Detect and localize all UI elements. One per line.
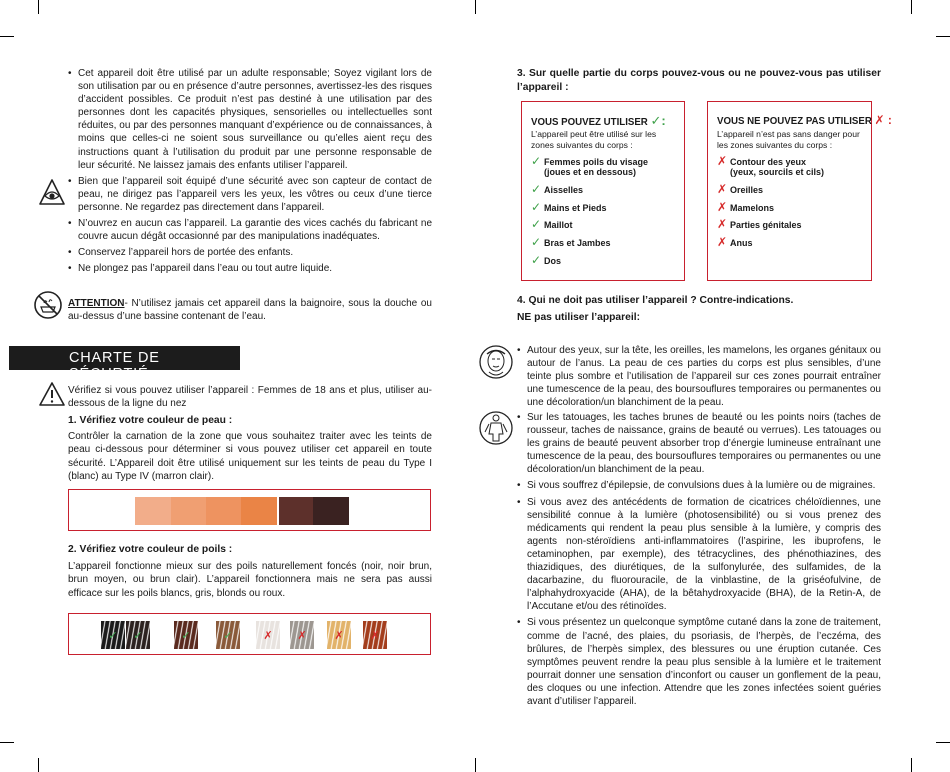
can-use-title: VOUS POUVEZ UTILISER ✓: [531, 113, 666, 128]
cannot-use-item: ✗ Contour des yeux (yeux, sourcils et cils) [717, 154, 825, 178]
can-use-item: ✓ Maillot [531, 217, 573, 232]
contraindication-item: • Si vous souffrez d’épilepsie, de convulsions dues à la lumière ou de migraines. [517, 479, 881, 492]
skin-tone-swatch [313, 497, 349, 525]
crop-mark [911, 0, 912, 14]
cross-icon: ✗ [717, 217, 728, 232]
attention-paragraph [68, 297, 432, 324]
crop-mark [936, 36, 950, 37]
safety-bullet: • Conservez l’appareil hors de portée des enfants. [68, 246, 432, 259]
can-use-list [531, 154, 649, 273]
hair-swatch: ✓ [174, 621, 198, 649]
check-icon: ✓ [531, 217, 542, 232]
charte-intro: Vérifiez si vous pouvez utiliser l’appareil : Femmes de 18 ans et plus, utiliser au-dessous de la ligne du nez [68, 385, 432, 410]
crop-mark [38, 0, 39, 14]
skin-tone-chart [68, 489, 431, 531]
hair-swatch: ✗ [363, 621, 387, 649]
hair-color-chart [68, 613, 431, 655]
can-use-item: ✓ Dos [531, 252, 562, 267]
attention-label: ATTENTION [68, 298, 125, 309]
crop-mark [475, 758, 476, 772]
safety-bullet: • N’ouvrez en aucun cas l’appareil. La garantie des vices cachés du fabricant ne couvre aucun dégât occasionné par des manipulations inadéquates. [68, 217, 432, 243]
contraindication-item: • Sur les tatouages, les taches brunes de beauté ou les points noirs (taches de rousseur, taches de naissance, grains de beauté ou verrues). Les tatouages ou les grains de beauté peuvent absorber trop d’énergie lumineuse entraînant une tumescence de la peau, des boursouflures temporaires ou permanentes ou une décoloration/un blanchiment de la peau. [517, 411, 881, 476]
contraindication-list-b [517, 411, 881, 711]
can-use-item: ✓ Femmes poils du visage (joues et en dessous) [531, 154, 649, 178]
crop-mark [936, 742, 950, 743]
can-use-item: ✓ Mains et Pieds [531, 199, 607, 214]
body-icon [479, 410, 513, 446]
skin-tone-swatch [171, 497, 206, 525]
cross-icon: ✗ [717, 199, 728, 214]
can-use-item: ✓ Bras et Jambes [531, 235, 611, 250]
contraindication-list-a [517, 344, 881, 412]
hair-swatch: ✓ [216, 621, 240, 649]
crop-mark [0, 742, 14, 743]
check-icon: ✓ [531, 154, 542, 168]
q4-title: 4. Qui ne doit pas utiliser l’appareil ? Contre-indications. [517, 295, 794, 306]
check-icon: ✓ [531, 199, 542, 214]
crop-mark [911, 758, 912, 772]
crop-mark [38, 758, 39, 772]
cross-icon: ✗ [717, 235, 728, 250]
step2-title: 2. Vérifiez votre couleur de poils : [68, 544, 233, 555]
q3-title: 3. Sur quelle partie du corps pouvez-vous ou ne pouvez-vous pas utiliser l’appareil : [517, 68, 881, 93]
hair-swatch: ✓ [101, 621, 125, 649]
cannot-use-box [707, 101, 892, 281]
hair-swatch: ✗ [290, 621, 314, 649]
contraindication-item: • Si vous présentez un quelconque symptôme cutané dans la zone de traitement, comme de l’acné, des plaies, du psoriasis, de l’herpès, de l’eczéma, des brûlures, de l’herpès simplex, des blessures ou une éruption cutanée. Ces symptômes peuvent rendre la peau plus sensible à la lumière et le traitement pourrait donner une sensation d’inconfort ou causer un gonflement de la peau, des cloques ou une infection. Attendre que les zones infectées soient guéries avant d’utiliser l’appareil. [517, 616, 881, 708]
charte-title: CHARTE DE SÉCURTIÉ [69, 350, 160, 382]
skin-tone-swatch [279, 497, 313, 525]
cannot-use-item: ✗ Anus [717, 235, 753, 250]
safety-bullet: • Ne plongez pas l’appareil dans l’eau ou tout autre liquide. [68, 262, 432, 275]
cannot-use-title: VOUS NE POUVEZ PAS UTILISER ✗ : [717, 113, 892, 127]
skin-tone-swatch [135, 497, 171, 525]
warning-triangle-icon [38, 381, 66, 407]
hair-swatch: ✓ [126, 621, 150, 649]
cannot-use-item: ✗ Mamelons [717, 199, 775, 214]
skin-tone-swatch [241, 497, 277, 525]
can-use-item: ✓ Aisselles [531, 181, 584, 196]
cannot-use-subtitle: L’appareil n’est pas sans danger pour les zones suivantes du corps : [717, 129, 860, 150]
eye-warning-icon [38, 178, 66, 208]
crop-mark [475, 0, 476, 14]
check-icon: ✓ [531, 252, 542, 267]
hair-swatch: ✗ [256, 621, 280, 649]
face-icon [479, 344, 513, 380]
skin-tone-swatch [206, 497, 241, 525]
attention-text: - N’utilisez jamais cet appareil dans la baignoire, sous la douche ou au-dessus d’une bassine contenant de l’eau. [68, 298, 432, 323]
can-use-box [521, 101, 685, 281]
can-use-subtitle: L’appareil peut être utilisé sur les zones suivantes du corps : [531, 129, 657, 150]
cannot-use-item: ✗ Parties génitales [717, 217, 802, 232]
safety-bullet-list [68, 67, 432, 278]
charte-title-bar [9, 346, 240, 382]
step1-title: 1. Vérifiez votre couleur de peau : [68, 415, 233, 426]
hair-swatch: ✗ [327, 621, 351, 649]
check-icon: ✓ [531, 181, 542, 196]
check-icon: ✓: [650, 113, 666, 128]
cross-icon: ✗ [717, 154, 728, 168]
no-water-icon [33, 290, 63, 320]
contraindication-item: • Autour des yeux, sur la tête, les oreilles, les mamelons, les organes génitaux ou autour de l’anus. La peau de ces parties du corps est plus sensibles, d’une teinte plus sombre et l’utilisation de l’appareil sur ces zones pourrait entraîner une tumescence de la peau, des boursouflures temporaires ou permanentes ou une décoloration/un blanchiment de la peau. [517, 344, 881, 409]
contraindication-item: • Si vous avez des antécédents de formation de cicatrices chéloïdiennes, une sensibilité connue à la lumière (photosensibilité) ou si vous prenez des médicaments qui rendent la peau plus sensible à la lumière, y compris des agents non-stéroïdiens anti-inflammatoires (l’aspirine, les ibuprofens, le cetaminophen, par exemple), des tétracyclines, des phénothiazines, des thiazidiques, des diurétiques, de la sulfonylurée, des sulfamides, de la dacarbazine, du fluorouracile, de la vinblastine, de la griséofulvine, de l’alphahydroxyacide (AHA), de la bêtahydroxyacide (BHA), de la Retin-A, de l’Accutane et/ou des rétinoïdes. [517, 496, 881, 614]
step2-text: L’appareil fonctionne mieux sur des poils naturellement foncés (noir, noir brun, brun moyen, ou brun clair). L’appareil fonctionnera mais ne sera pas aussi efficace sur les poils blancs, gris, blonds ou roux. [68, 561, 432, 599]
safety-bullet: • Bien que l’appareil soit équipé d’une sécurité avec son capteur de contact de peau, ne dirigez pas l’appareil vers les yeux, les vôtres ou ceux d’une tierce personne. Ne regardez pas directement dans l’appareil. [68, 175, 432, 214]
safety-bullet: • Cet appareil doit être utilisé par un adulte responsable; Soyez vigilant lors de son utilisation par ou en présence d’autre personnes, avertissez-les des risques d’accident possibles. Ce produit n’est pas destiné à une utilisation par des personnes dont les capacités physiques, sensorielles ou intellectuelles sont réduites, ou par des personnes manquant d’expérience ou de connaissances, à moins que celles-ci ne soient sous surveillance ou qu’elles aient reçu des instructions quant à l’utilisation du produit par une personne responsable de leur sécurité. Ne laissez jamais des enfants utiliser l’appareil. [68, 67, 432, 172]
check-icon: ✓ [531, 235, 542, 250]
cross-icon: ✗ [717, 181, 728, 196]
step1-text: Contrôler la carnation de la zone que vous souhaitez traiter avec les teints de peau ci-dessous pour déterminer si vous pouvez utiliser cet appareil en toute sécurité. L’Appareil doit être utilisé uniquement sur les teints de peau du Type I (blanc) au Type IV (marron clair). [68, 431, 432, 483]
q4-subtitle: NE pas utiliser l’appareil: [517, 312, 641, 323]
cannot-use-list [717, 154, 825, 256]
cross-icon: ✗ : [874, 113, 892, 127]
crop-mark [0, 36, 14, 37]
cannot-use-item: ✗ Oreilles [717, 181, 764, 196]
